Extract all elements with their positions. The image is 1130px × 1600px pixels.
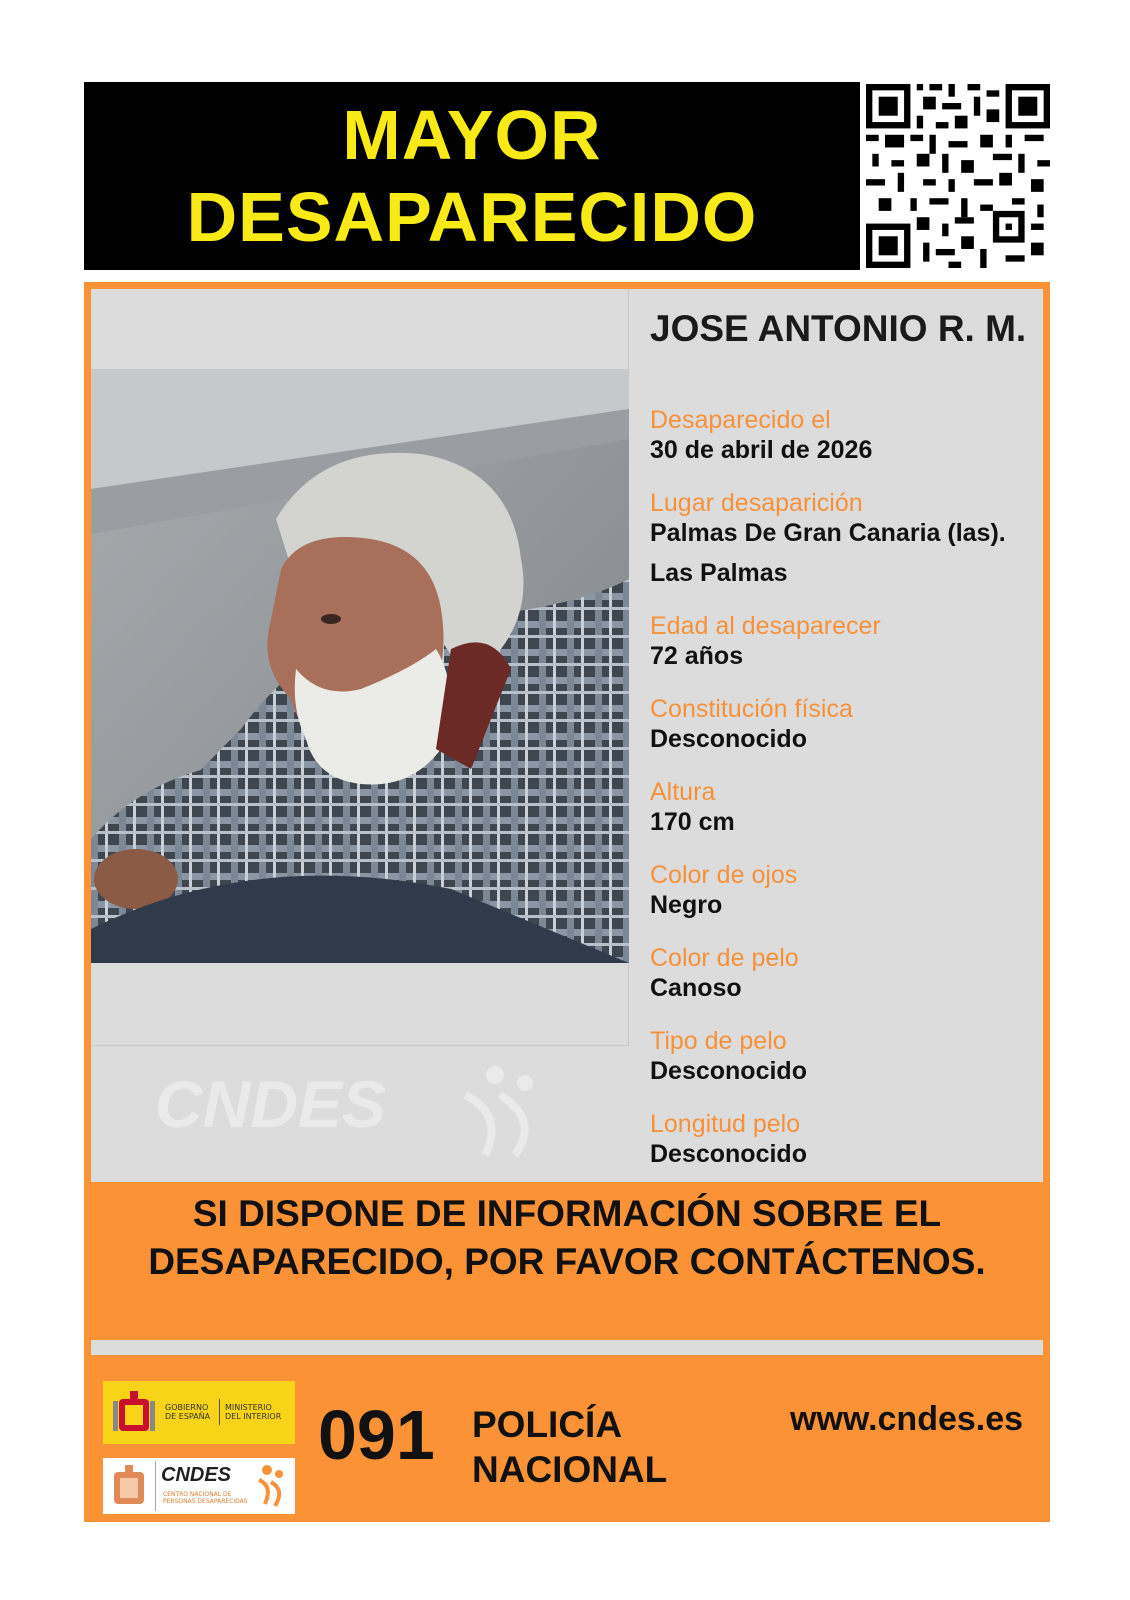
watermark-text: CNDES [155,1067,387,1141]
ministry-label-2: DEL INTERIOR [225,1412,282,1421]
cta-line-2: DESAPARECIDO, POR FAVOR CONTÁCTENOS. [148,1241,986,1282]
cta-line-1: SI DISPONE DE INFORMACIÓN SOBRE EL [192,1193,942,1234]
police-line-1: POLICÍA [472,1404,623,1445]
field-height [650,777,1040,837]
field-value: Desconocido [650,1057,807,1085]
header-banner [84,82,860,270]
header-line-1: MAYOR [342,96,602,174]
field-label: Lugar desaparición [650,489,863,517]
field-hair-length [650,1109,1040,1169]
field-build [650,694,1040,754]
field-value: Desconocido [650,725,807,753]
missing-person-photo [91,369,629,963]
field-date [650,405,1040,465]
cndes-watermark [155,1055,575,1165]
field-value: Desconocido [650,1140,807,1168]
website-link[interactable]: www.cndes.es [790,1400,1024,1438]
phone-number[interactable]: 091 [318,1396,435,1474]
ministry-label-1: MINISTERIO [225,1403,272,1412]
cndes-logo-text: CNDES [161,1464,232,1486]
field-label: Color de pelo [650,944,799,972]
field-hair-type [650,1026,1040,1086]
field-label: Longitud pelo [650,1110,801,1138]
police-label [472,1402,667,1492]
coat-of-arms-small-icon [109,1464,149,1508]
field-eye-color [650,860,1040,920]
field-label: Desaparecido el [650,406,831,434]
footer-divider [91,1340,1043,1355]
person-name: JOSE ANTONIO R. M. [650,308,1027,349]
person-details [650,405,1040,1192]
field-label: Altura [650,778,716,806]
cndes-sub-2: PERSONAS DESAPARECIDAS [163,1498,248,1505]
field-label: Tipo de pelo [650,1027,787,1055]
field-label: Edad al desaparecer [650,612,881,640]
cndes-sub-1: CENTRO NACIONAL DE [163,1491,232,1498]
gov-label-1: GOBIERNO [165,1403,209,1412]
running-figures-icon [253,1464,289,1508]
field-label: Constitución física [650,695,853,723]
government-logo [103,1381,295,1444]
field-value: 170 cm [650,808,735,836]
field-value: 30 de abril de 2026 [650,436,873,464]
contact-call-to-action [84,1190,1050,1286]
field-hair-color [650,943,1040,1003]
field-value-secondary: Las Palmas [650,559,788,587]
gov-label-2: DE ESPAÑA [165,1412,211,1421]
field-age [650,611,1040,671]
panel-divider-horizontal [91,1045,629,1046]
field-value: Negro [650,891,723,919]
police-line-2: NACIONAL [472,1449,668,1490]
field-value: 72 años [650,642,744,670]
field-value: Canoso [650,974,742,1002]
coat-of-arms-icon [113,1389,155,1437]
cndes-logo [103,1458,295,1514]
field-location [650,488,1040,588]
header-line-2: DESAPARECIDO [186,178,758,256]
qr-code-icon[interactable] [866,84,1050,268]
field-label: Color de ojos [650,861,798,889]
field-value: Palmas De Gran Canaria (las). [650,519,1006,547]
